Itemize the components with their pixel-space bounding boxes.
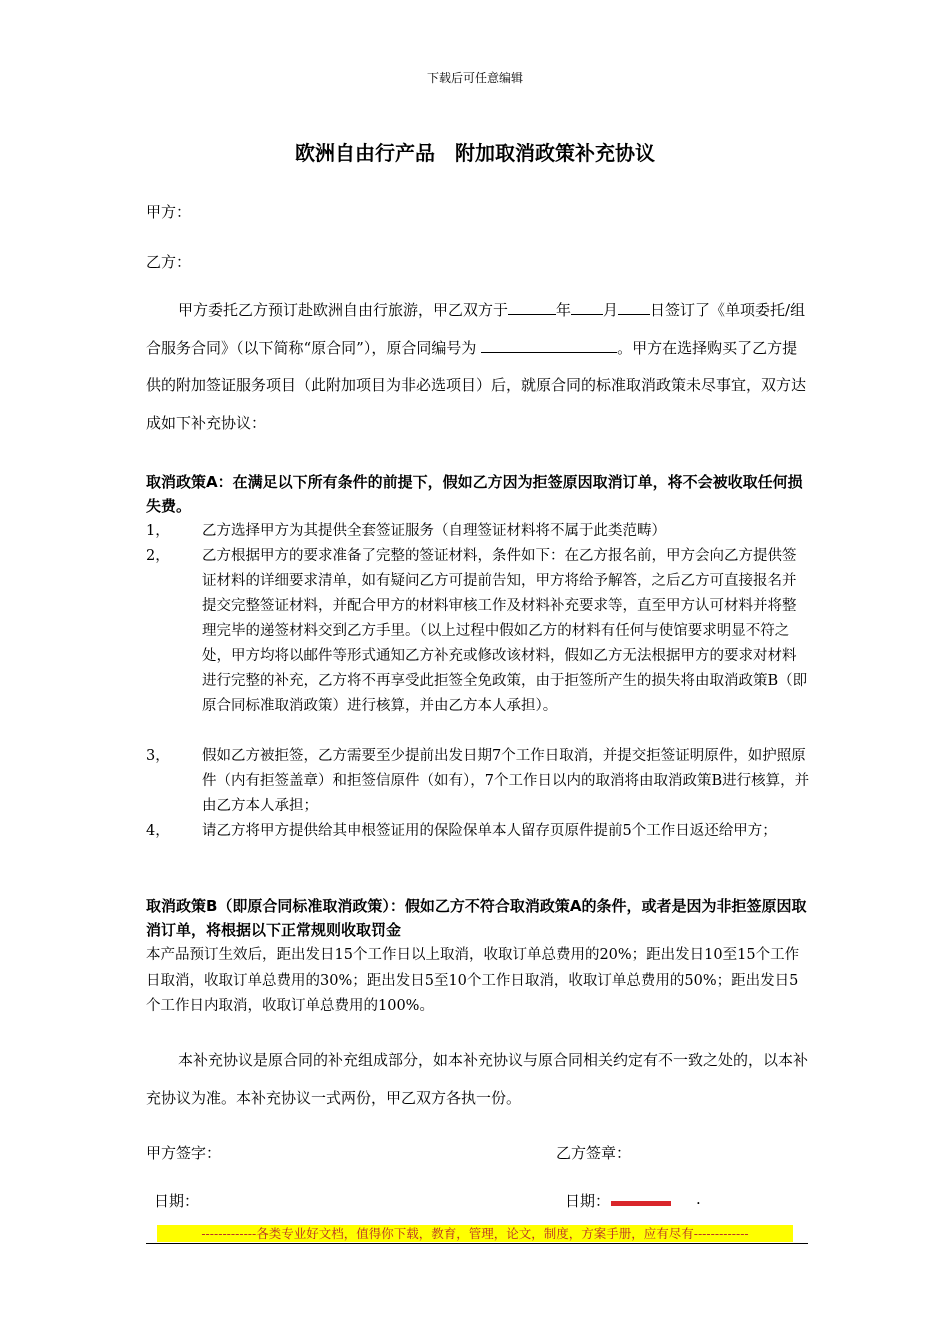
policy-a-item-2 <box>146 544 810 719</box>
date-blank-day <box>508 299 556 315</box>
party-a-date-label: 日期： <box>154 1192 200 1210</box>
footer-divider <box>146 1243 808 1244</box>
item-text: 乙方选择甲方为其提供全套签证服务（自理签证材料将不属于此类范畴） <box>202 523 666 539</box>
redaction-mark <box>611 1201 671 1206</box>
policy-a-item-4 <box>146 819 810 844</box>
party-b-date-end: . <box>696 1190 701 1208</box>
party-b-label: 乙方： <box>146 253 192 271</box>
item-text: 假如乙方被拒签，乙方需要至少提前出发日期7个工作日取消，并提交拒签证明原件，如护照原件（内有拒签盖章）和拒签信原件（如有），7个工作日以内的取消将由取消政策B进行核算，并由乙方本人承担； <box>202 748 810 814</box>
item-text: 乙方根据甲方的要求准备了完整的签证材料，条件如下：在乙方报名前，甲方会向乙方提供签证材料的详细要求清单，如有疑问乙方可提前告知，甲方将给予解答，之后乙方可直接报名并提交完整签证材料，并配合甲方的材料审核工作及材料补充要求等，直至甲方认可材料并将整理完毕的递签材料交到乙方手里。（以上过程中假如乙方的材料有任何与使馆要求明显不符之处，甲方均将以邮件等形式通知乙方补充或修改该材料，假如乙方无法根据甲方的要求对材料进行完整的补充，乙方将不再享受此拒签全免政策，由于拒签所产生的损失将由取消政策B（即原合同标准取消政策）进行核算，并由乙方本人承担）。 <box>202 548 808 714</box>
page-header: 下载后可任意编辑 <box>426 71 523 85</box>
intro-text-2: 日签订了《单项委托/组合服务合同》（以下简称“原合同”），原合同编号为 <box>146 301 806 357</box>
intro-year: 年 <box>556 301 572 319</box>
item-number: 1， <box>146 523 170 539</box>
party-a-label: 甲方： <box>146 203 192 221</box>
policy-b-heading: 取消政策B（即原合同标准取消政策）：假如乙方不符合取消政策A的条件，或者是因为非拒签原因取消订单，将根据以下正常规则收取罚金 <box>146 897 807 939</box>
date-blank-date <box>618 299 650 315</box>
item-text: 请乙方将甲方提供给其申根签证用的保险保单本人留存页原件提前5个工作日返还给甲方； <box>202 823 777 839</box>
party-b-date-label: 日期： <box>565 1192 611 1210</box>
date-blank-month <box>571 299 603 315</box>
closing-paragraph: 本补充协议是原合同的补充组成部分，如本补充协议与原合同相关约定有不一致之处的，以本补充协议为准。本补充协议一式两份，甲乙双方各执一份。 <box>146 1051 809 1107</box>
item-number: 3， <box>146 748 170 764</box>
party-a-signature-label: 甲方签字： <box>146 1144 222 1162</box>
party-b-seal-label: 乙方签章： <box>556 1144 632 1162</box>
contract-number-blank <box>481 337 617 353</box>
footer-banner: -------------各类专业好文档，值得你下载，教育，管理，论文，制度，方案手册，应有尽有------------- <box>157 1225 793 1242</box>
intro-month: 月 <box>603 301 619 319</box>
item-number: 4， <box>146 823 170 839</box>
document-title: 欧洲自由行产品 附加取消政策补充协议 <box>295 141 655 165</box>
policy-a-item-1 <box>146 519 810 544</box>
intro-text-1: 甲方委托乙方预订赴欧洲自由行旅游，甲乙双方于 <box>178 301 509 319</box>
policy-b-body: 本产品预订生效后，距出发日15个工作日以上取消，收取订单总费用的20%；距出发日10至15个工作日取消，收取订单总费用的30%；距出发日5至10个工作日取消，收取订单总费用的50%；距出发日5个工作日内取消，收取订单总费用的100%。 <box>146 947 800 1014</box>
item-number: 2， <box>146 548 170 564</box>
intro-paragraph <box>146 292 808 442</box>
policy-a-item-3 <box>146 744 810 819</box>
intro-text-3: 。甲方在选择购买了乙方提供的附加签证服务项目（此附加项目为非必选项目）后，就原合同的标准取消政策未尽事宜，双方达成如下补充协议： <box>146 338 807 432</box>
policy-a-heading: 取消政策A：在满足以下所有条件的前提下，假如乙方因为拒签原因取消订单，将不会被收取任何损失费。 <box>146 473 803 515</box>
